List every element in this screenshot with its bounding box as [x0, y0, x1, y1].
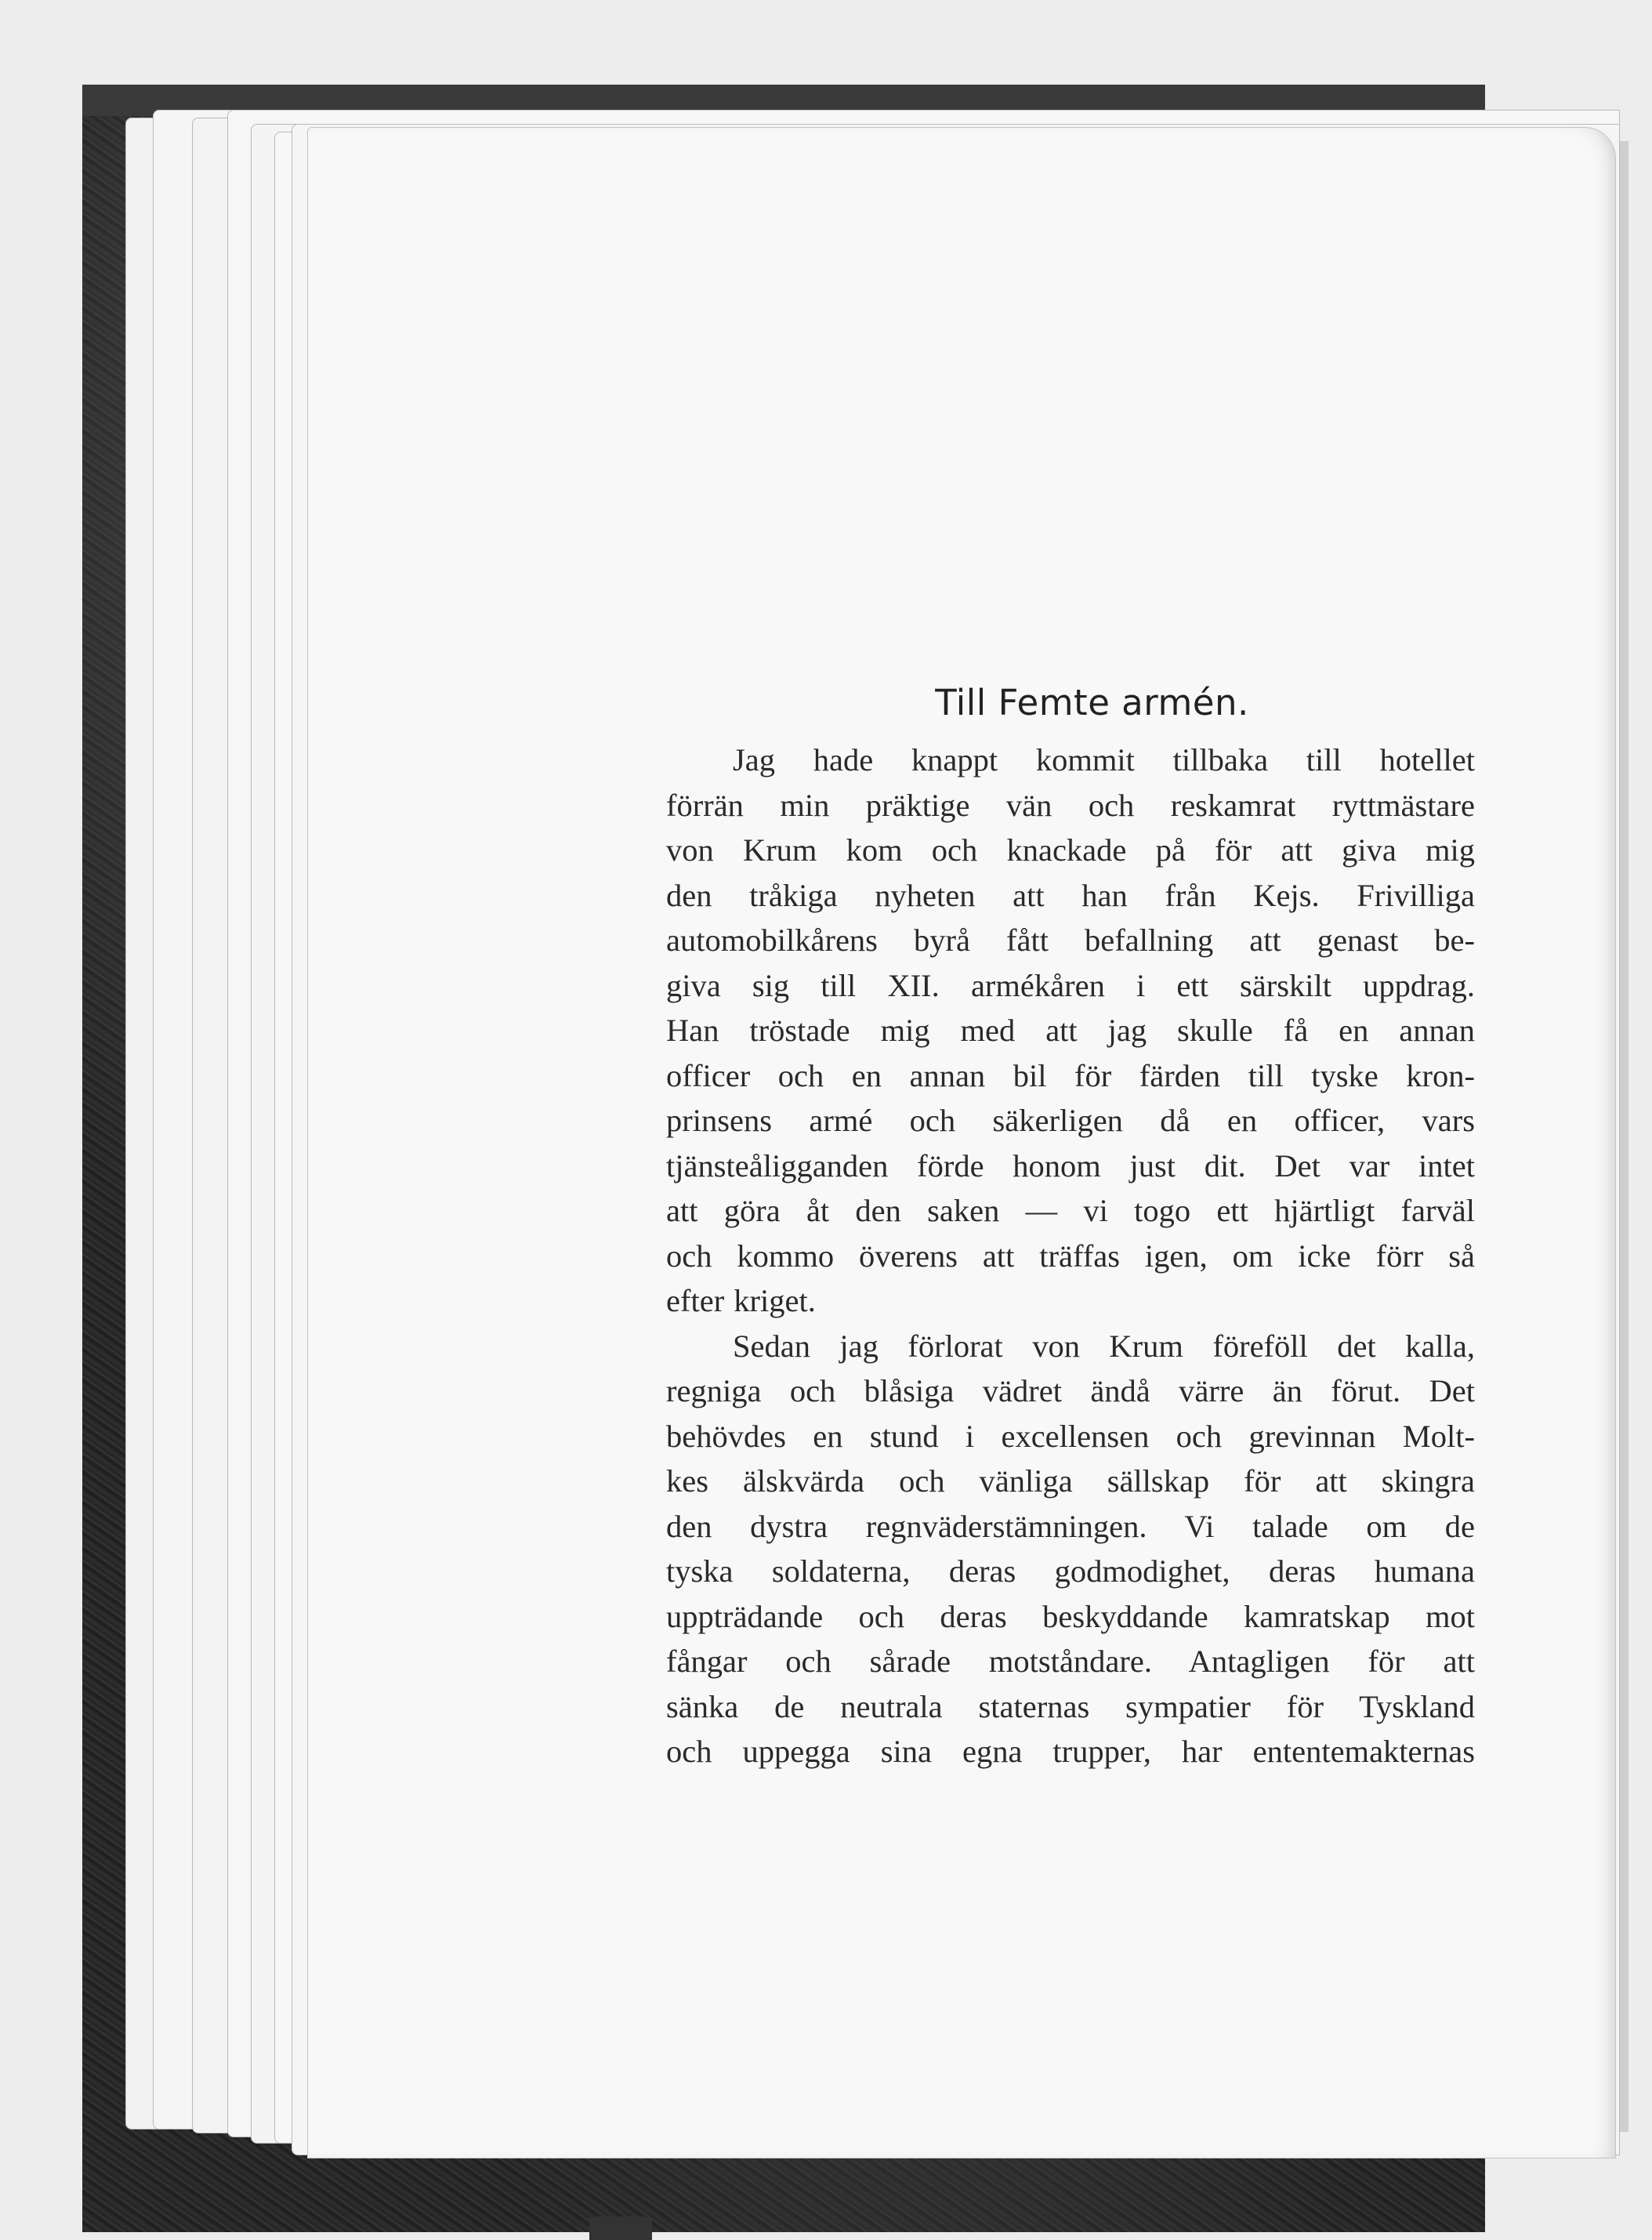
text-line: giva sig till XII. armékåren i ett särskilt uppdrag. — [666, 967, 1475, 1003]
text-line: Jag hade knappt kommit tillbaka till hotellet — [733, 742, 1475, 777]
text-line: att göra åt den saken — vi togo ett hjärtligt farväl — [666, 1193, 1475, 1228]
text-line: efter kriget. — [666, 1283, 816, 1318]
text-line: och kommo överens att träffas igen, om icke förr så — [666, 1238, 1475, 1274]
scan-clip — [589, 2216, 652, 2240]
chapter-title: Till Femte armén. — [935, 682, 1249, 723]
text-line: den tråkiga nyheten att han från Kejs. Frivilliga — [666, 877, 1475, 913]
text-line: kes älskvärda och vänliga sällskap för att skingra — [666, 1463, 1475, 1499]
text-line: automobilkårens byrå fått befallning att genast be- — [666, 922, 1475, 958]
text-line: prinsens armé och säkerligen då en officer, vars — [666, 1103, 1475, 1138]
paragraph — [666, 738, 1475, 1324]
text-line: tjänsteåligganden förde honom just dit. Det var intet — [666, 1147, 1475, 1183]
text-line: Han tröstade mig med att jag skulle få en annan — [666, 1013, 1475, 1048]
text-line: och uppegga sina egna trupper, har ententemakternas — [666, 1734, 1475, 1769]
text-line: behövdes en stund i excellensen och grevinnan Molt- — [666, 1418, 1475, 1454]
page-text-block — [666, 682, 1475, 1774]
text-line: sänka de neutrala staternas sympatier för Tyskland — [666, 1688, 1475, 1724]
text-line: uppträdande och deras beskyddande kamratskap mot — [666, 1598, 1475, 1634]
text-line: tyska soldaterna, deras godmodighet, deras humana — [666, 1553, 1475, 1589]
paragraph — [666, 1324, 1475, 1774]
text-line: den dystra regnväderstämningen. Vi talade om de — [666, 1508, 1475, 1544]
text-line: officer och en annan bil för färden till tyske kron- — [666, 1057, 1475, 1093]
text-line: Sedan jag förlorat von Krum föreföll det kalla, — [733, 1328, 1475, 1364]
text-line: von Krum kom och knackade på för att giva mig — [666, 832, 1475, 868]
text-line: förrän min präktige vän och reskamrat ryttmästare — [666, 787, 1475, 823]
text-line: fångar och sårade motståndare. Antagligen för att — [666, 1644, 1475, 1679]
text-line: regniga och blåsiga vädret ändå värre än förut. Det — [666, 1373, 1475, 1408]
